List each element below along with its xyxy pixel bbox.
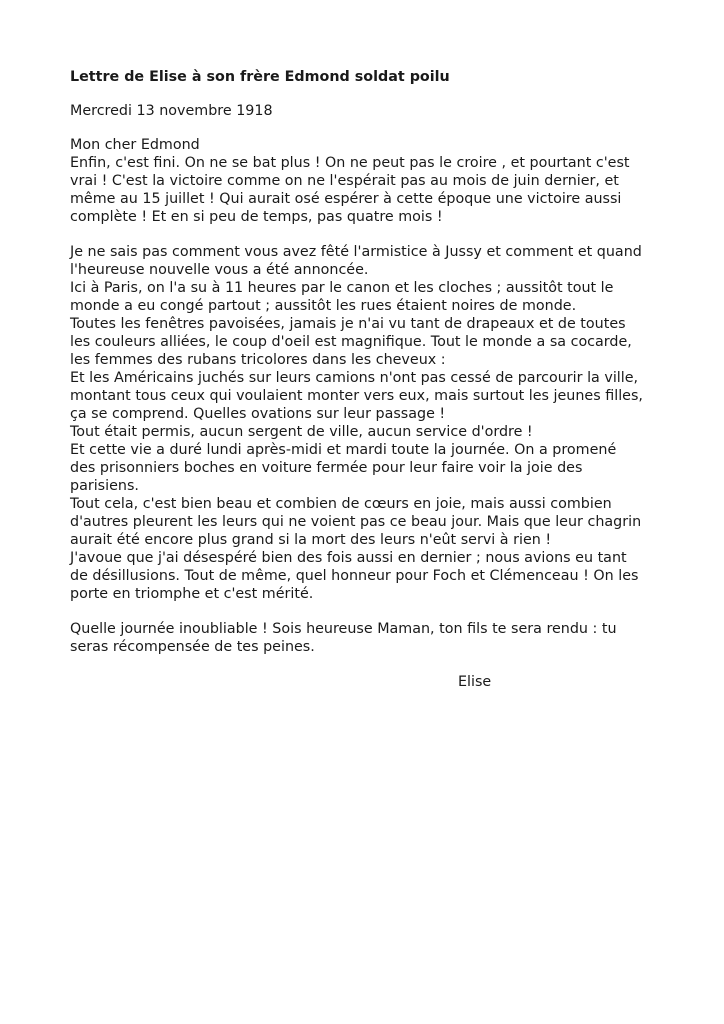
text-line: les femmes des rubans tricolores dans les cheveux : [70,352,446,368]
text-line: vrai ! C'est la victoire comme on ne l'espérait pas au mois de juin dernier, et [70,173,619,189]
text-line: Enfin, c'est fini. On ne se bat plus ! On ne peut pas le croire , et pourtant c'est [70,155,630,171]
text-line: Ici à Paris, on l'a su à 11 heures par le canon et les cloches ; aussitôt tout le [70,280,614,296]
letter-salutation: Mon cher Edmond [70,137,200,153]
text-line: l'heureuse nouvelle vous a été annoncée. [70,262,369,278]
text-line: Quelle journée inoubliable ! Sois heureuse Maman, ton fils te sera rendu : tu [70,621,617,637]
text-line: ça se comprend. Quelles ovations sur leur passage ! [70,406,446,422]
text-line: Et cette vie a duré lundi après-midi et mardi toute la journée. On a promené [70,442,617,458]
text-line: d'autres pleurent les leurs qui ne voient pas ce beau jour. Mais que leur chagrin [70,514,642,530]
text-line: complète ! Et en si peu de temps, pas quatre mois ! [70,209,443,225]
text-line: Tout cela, c'est bien beau et combien de cœurs en joie, mais aussi combien [70,496,612,512]
paragraph-victory [70,154,670,226]
text-line: de désillusions. Tout de même, quel honneur pour Foch et Clémenceau ! On les [70,568,639,584]
paragraph-closing [70,620,670,656]
letter-signature: Elise [458,674,492,690]
letter-body [70,68,670,691]
text-line: Toutes les fenêtres pavoisées, jamais je n'ai vu tant de drapeaux et de toutes [70,316,626,332]
text-line: porte en triomphe et c'est mérité. [70,586,314,602]
paragraph-armistice-paris [70,243,670,603]
letter-date: Mercredi 13 novembre 1918 [70,103,273,119]
text-line: J'avoue que j'ai désespéré bien des fois aussi en dernier ; nous avions eu tant [70,550,627,566]
text-line: monde a eu congé partout ; aussitôt les rues étaient noires de monde. [70,298,577,314]
text-line: des prisonniers boches en voiture fermée pour leur faire voir la joie des [70,460,583,476]
letter-title: Lettre de Elise à son frère Edmond soldat poilu [70,69,450,85]
text-line: seras récompensée de tes peines. [70,639,315,655]
text-line: même au 15 juillet ! Qui aurait osé espérer à cette époque une victoire aussi [70,191,622,207]
text-line: Je ne sais pas comment vous avez fêté l'armistice à Jussy et comment et quand [70,244,642,260]
text-line: les couleurs alliées, le coup d'oeil est magnifique. Tout le monde a sa cocarde, [70,334,632,350]
text-line: parisiens. [70,478,139,494]
text-line: aurait été encore plus grand si la mort des leurs n'eût servi à rien ! [70,532,552,548]
text-line: Tout était permis, aucun sergent de ville, aucun service d'ordre ! [70,424,533,440]
text-line: Et les Américains juchés sur leurs camions n'ont pas cessé de parcourir la ville, [70,370,639,386]
text-line: montant tous ceux qui voulaient monter vers eux, mais surtout les jeunes filles, [70,388,643,404]
